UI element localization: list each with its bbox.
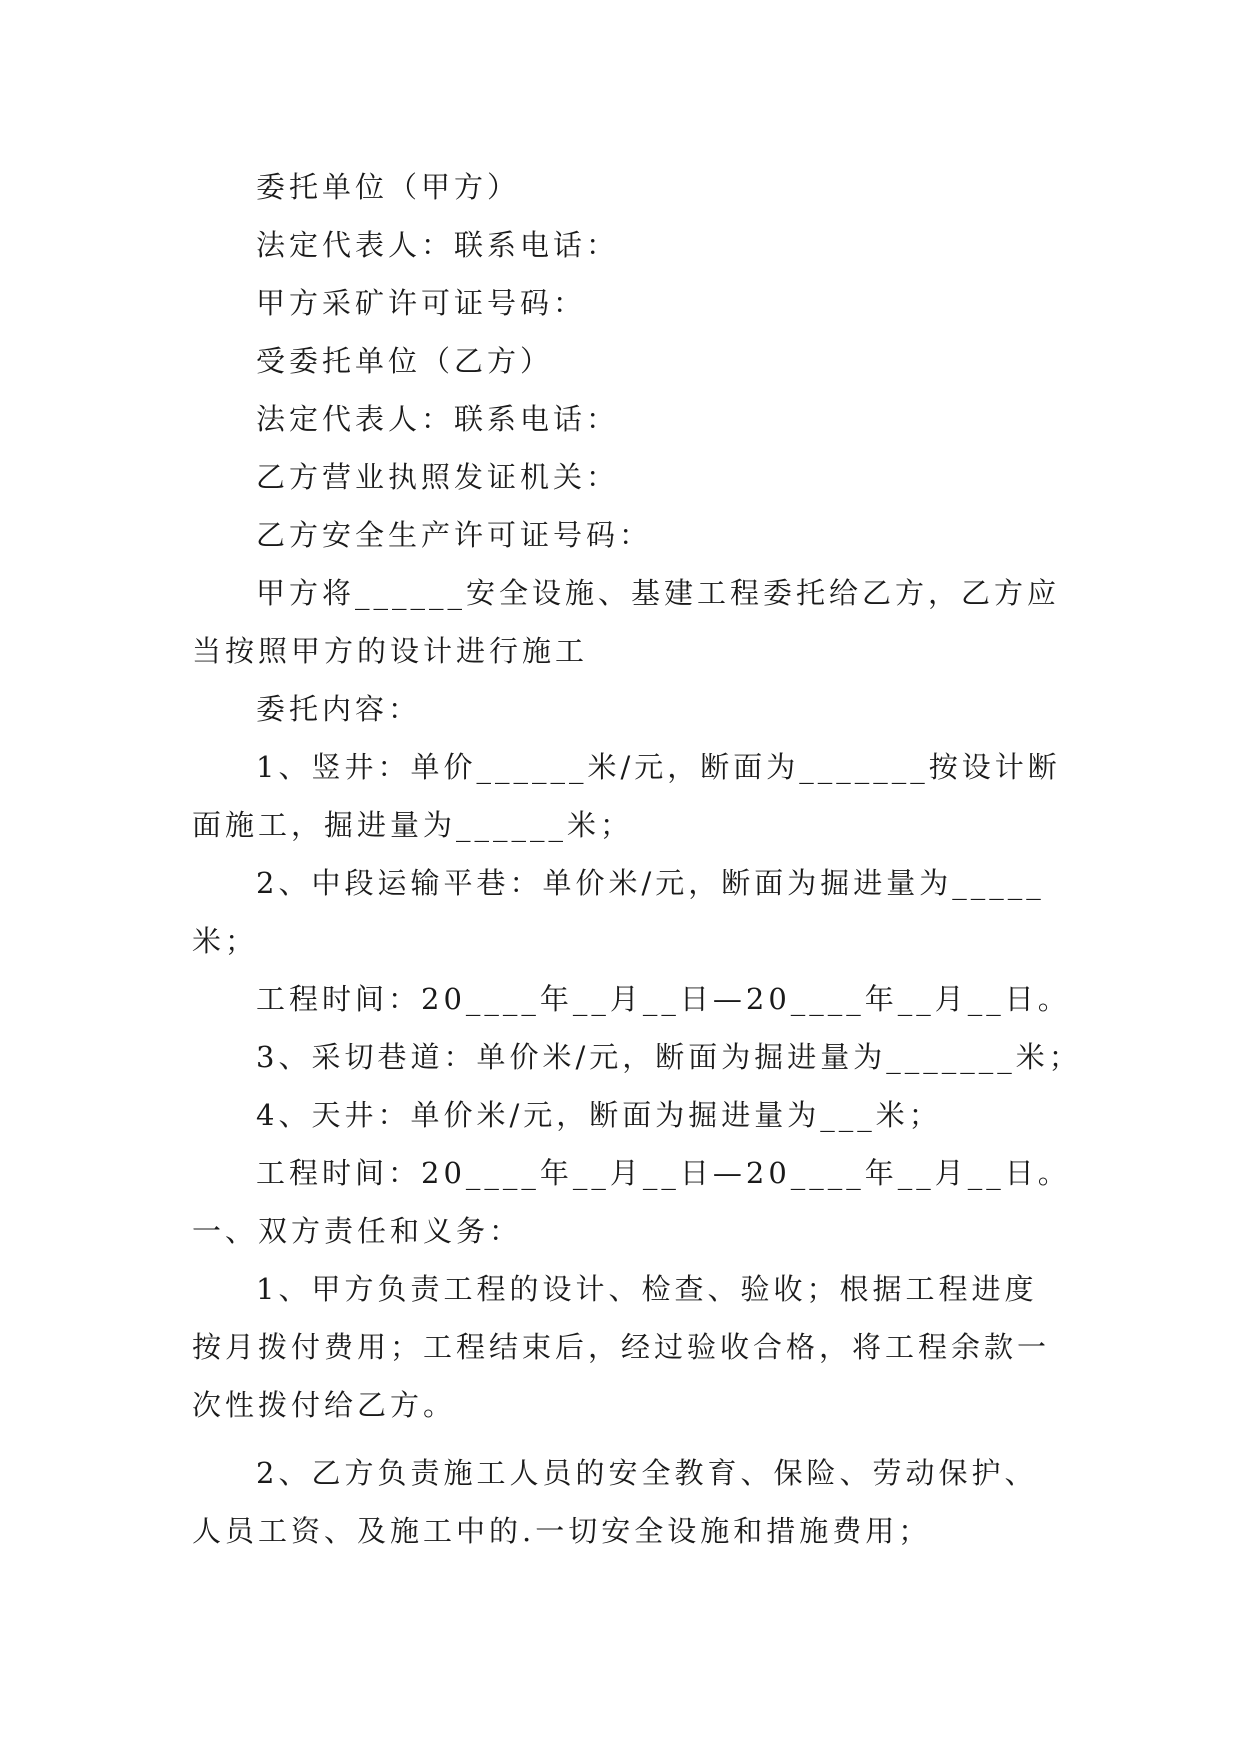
party-b-representative: 法定代表人：联系电话： — [256, 402, 620, 436]
duty-2-line-1: 2、乙方负责施工人员的安全教育、保险、劳动保护、 — [256, 1456, 1038, 1490]
entrustment-paragraph-line-1: 甲方将______安全设施、基建工程委托给乙方，乙方应 — [256, 576, 1061, 610]
duty-1-line-1: 1、甲方负责工程的设计、检查、验收；根据工程进度 — [256, 1272, 1038, 1306]
paragraph-spacer — [192, 1434, 1060, 1444]
item-1-line-2: 面施工，掘进量为______米； — [192, 808, 634, 842]
party-b-safety-license: 乙方安全生产许可证号码： — [256, 518, 653, 552]
party-b-business-license-authority: 乙方营业执照发证机关： — [256, 460, 620, 494]
party-a-mining-license: 甲方采矿许可证号码： — [256, 286, 587, 320]
party-a-representative: 法定代表人：联系电话： — [256, 228, 620, 262]
item-3-line: 3、采切巷道：单价米/元，断面为掘进量为_______米； — [256, 1040, 1082, 1074]
party-a-heading: 委托单位（甲方） — [256, 170, 521, 204]
document-body — [192, 158, 1082, 1560]
item-2-line-1: 2、中段运输平巷：单价米/元，断面为掘进量为_____ — [256, 866, 1045, 900]
duty-1-line-2: 按月拨付费用；工程结束后，经过验收合格，将工程余款一 — [192, 1330, 1051, 1364]
item-1-line-1: 1、竖井：单价______米/元，断面为_______按设计断 — [256, 750, 1061, 784]
item-2-line-2: 米； — [192, 924, 259, 958]
duty-2-line-2: 人员工资、及施工中的.一切安全设施和措施费用； — [192, 1514, 932, 1548]
entrustment-paragraph-line-2: 当按照甲方的设计进行施工 — [192, 634, 589, 668]
party-b-heading: 受委托单位（乙方） — [256, 344, 554, 378]
schedule-line-2: 工程时间：20____年__月__日—20____年__月__日。 — [256, 1156, 1071, 1190]
section-1-heading: 一、双方责任和义务： — [192, 1214, 523, 1248]
entrustment-content-heading: 委托内容： — [256, 692, 422, 726]
item-4-line: 4、天井：单价米/元，断面为掘进量为___米； — [256, 1098, 942, 1132]
duty-1-line-3: 次性拨付给乙方。 — [192, 1388, 457, 1422]
schedule-line-1: 工程时间：20____年__月__日—20____年__月__日。 — [256, 982, 1071, 1016]
